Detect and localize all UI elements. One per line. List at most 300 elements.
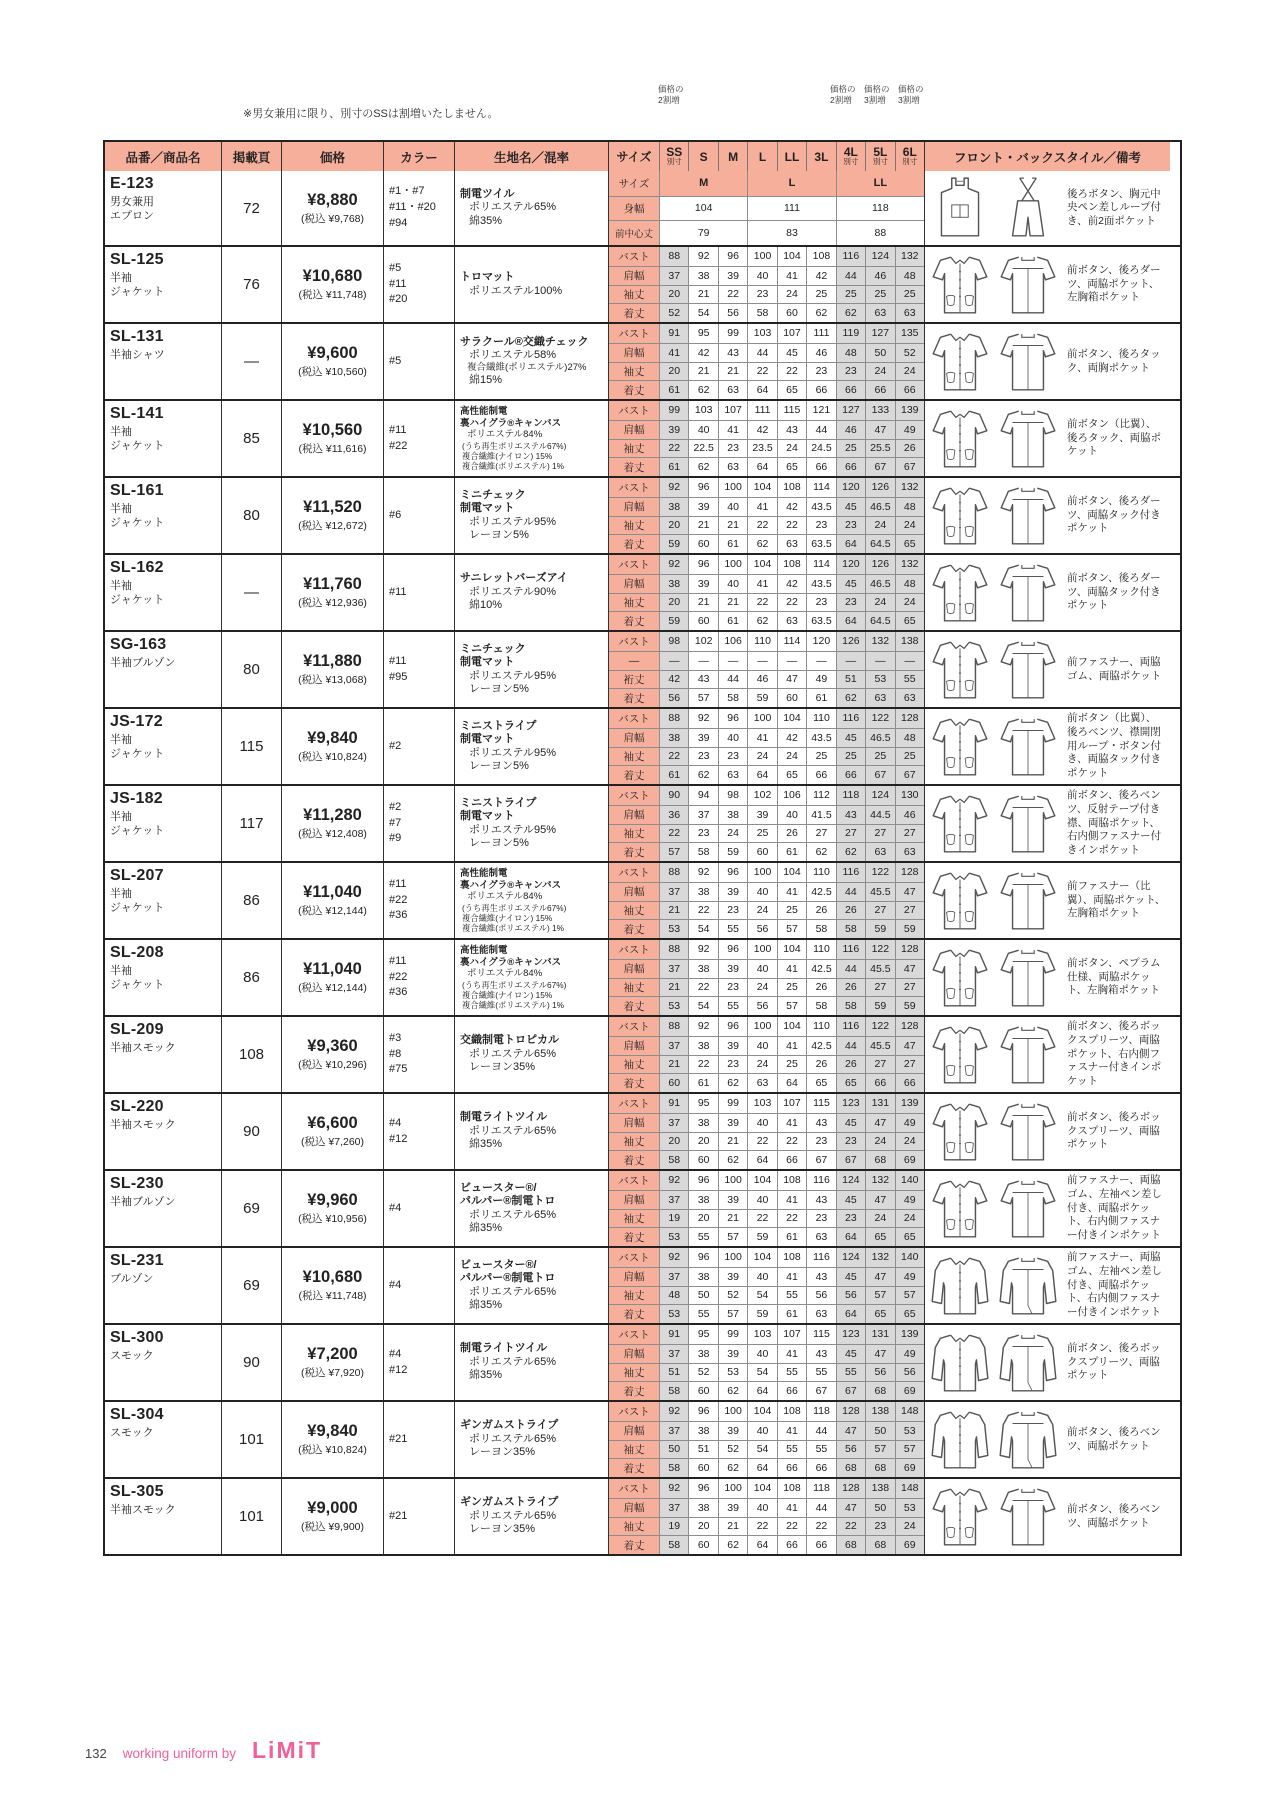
size-value: 69 (895, 1458, 924, 1477)
size-row-label: 肩幅 (609, 805, 659, 824)
product-price-tax: (税込 ¥9,900) (300, 1521, 365, 1533)
fabric-line: 裏ハイグラ®キャンバス (460, 956, 562, 968)
color-code: #2 (389, 739, 402, 752)
size-value: 23 (688, 824, 717, 843)
product-row (105, 1015, 1180, 1092)
size-value: 91 (659, 1094, 688, 1113)
size-value: 116 (836, 1017, 865, 1036)
size-value: 55 (806, 1363, 835, 1382)
color-code: #22 (389, 893, 408, 906)
size-value: 27 (865, 901, 894, 920)
size-value: 138 (865, 1402, 894, 1421)
fabric-line: 綿35% (469, 1298, 503, 1311)
size-row-label: 肩幅 (609, 1498, 659, 1517)
product-code: SL-220 (110, 1098, 164, 1115)
size-value: 118 (806, 1402, 835, 1421)
size-row-label: バスト (609, 1094, 659, 1113)
size-row-label: 着丈 (609, 1381, 659, 1400)
fabric-line: ポリエステル65% (469, 1355, 557, 1368)
fabric-line: 綿35% (469, 1369, 503, 1382)
size-grid (609, 324, 924, 399)
product-price: ¥9,840 (307, 1422, 358, 1440)
size-value: 67 (895, 765, 924, 784)
size-value: 20 (688, 1517, 717, 1536)
size-row-label: 袖丈 (609, 1363, 659, 1382)
size-grid (609, 1402, 924, 1477)
fabric-line: 裏ハイグラ®キャンバス (460, 417, 562, 429)
size-value: 63 (865, 688, 894, 707)
size-column-header: LL (777, 142, 806, 171)
product-price: ¥10,680 (302, 267, 363, 285)
fabric-line: 複合繊維(ポリエステル) 1% (462, 922, 565, 933)
size-value: 46.5 (865, 728, 894, 747)
fabric-line: ポリエステル84% (467, 891, 543, 903)
size-value: 21 (718, 593, 747, 612)
size-value: 37 (659, 1036, 688, 1055)
size-value: 98 (659, 632, 688, 651)
fabric-line: ミニチェック (460, 642, 526, 655)
surcharge-note-ss: 価格の 2割増 (658, 84, 684, 105)
size-value: 39 (688, 728, 717, 747)
size-value: 65 (895, 1227, 924, 1246)
fabric-line: レーヨン35% (469, 1061, 536, 1074)
size-grid (609, 786, 924, 861)
size-value: 40 (747, 1498, 776, 1517)
size-value: 135 (895, 324, 924, 343)
size-grid (609, 1171, 924, 1246)
product-color-list (383, 171, 454, 245)
size-value: 25 (836, 439, 865, 458)
fabric-line: ポリエステル65% (469, 201, 557, 214)
size-value: 45 (836, 574, 865, 593)
product-price-tax: (税込 ¥11,748) (298, 289, 367, 301)
size-value: 58 (806, 919, 835, 938)
remark-text: 前ボタン、後ろボックスプリーツ、両脇ポケット、右内側ファスナー付きインポケット (1067, 1020, 1162, 1087)
size-value: 60 (688, 1381, 717, 1400)
fabric-line: ビュースター®/ (460, 1258, 537, 1271)
product-price-tax: (税込 ¥12,144) (298, 905, 367, 917)
size-row-label: バスト (609, 1479, 659, 1498)
size-value: 52 (895, 343, 924, 362)
size-row-label: バスト (609, 1171, 659, 1190)
size-value: 40 (747, 1421, 776, 1440)
size-value: 58 (718, 688, 747, 707)
garment-back-illustration (995, 482, 1061, 550)
size-value: 92 (688, 709, 717, 728)
size-grid (609, 1248, 924, 1323)
size-value: 39 (718, 1267, 747, 1286)
size-value: 40 (747, 882, 776, 901)
fabric-line: 制電マット (460, 810, 515, 823)
product-page: — (221, 324, 281, 399)
size-value: 60 (777, 303, 806, 322)
size-value: 38 (688, 1498, 717, 1517)
size-row-label: 袖丈 (609, 1132, 659, 1151)
size-value: 62 (718, 1150, 747, 1169)
size-value: 79 (659, 220, 747, 245)
product-type: 半袖 ジャケット (110, 426, 165, 452)
size-value: 66 (836, 457, 865, 476)
product-fabric (454, 863, 608, 938)
size-value: 60 (688, 1458, 717, 1477)
size-value: 38 (688, 1344, 717, 1363)
color-code: #5 (389, 354, 402, 367)
size-value: 56 (806, 1286, 835, 1305)
size-value: 102 (747, 786, 776, 805)
product-row (105, 707, 1180, 784)
color-code: #22 (389, 439, 408, 452)
color-code: #5 (389, 261, 402, 274)
size-value: 23 (718, 747, 747, 766)
size-value: 45.5 (865, 1036, 894, 1055)
size-value: 56 (836, 1440, 865, 1459)
size-value: 65 (836, 1073, 865, 1092)
size-row-label: バスト (609, 555, 659, 574)
size-value: 96 (718, 709, 747, 728)
product-price: ¥7,200 (307, 1345, 358, 1363)
product-code: SL-141 (110, 405, 164, 422)
size-value: 57 (865, 1440, 894, 1459)
size-value: 26 (836, 1055, 865, 1074)
product-page: 90 (221, 1094, 281, 1169)
size-value: 95 (688, 324, 717, 343)
size-value: 99 (718, 1094, 747, 1113)
size-value: 108 (777, 1171, 806, 1190)
size-value: 62 (718, 1535, 747, 1554)
size-value: 25 (836, 747, 865, 766)
size-row-label: 着丈 (609, 380, 659, 399)
size-value: 63 (806, 1227, 835, 1246)
size-value: 66 (865, 1073, 894, 1092)
product-fabric (454, 324, 608, 399)
size-value: 59 (865, 919, 894, 938)
size-value: 39 (718, 1036, 747, 1055)
color-code: #6 (389, 508, 402, 521)
size-value: 63 (895, 303, 924, 322)
size-row-label: 袖丈 (609, 285, 659, 304)
product-type: 半袖スモック (110, 1119, 176, 1131)
size-value: 53 (659, 919, 688, 938)
size-value: 114 (777, 632, 806, 651)
size-value: 26 (895, 439, 924, 458)
size-row-label: 袖丈 (609, 824, 659, 843)
size-row-label: 肩幅 (609, 497, 659, 516)
fabric-line: 制電ツイル (460, 187, 515, 200)
size-value: 43 (806, 1113, 835, 1132)
size-value: 66 (806, 380, 835, 399)
size-value: 41 (777, 1344, 806, 1363)
size-value: 23 (806, 516, 835, 535)
size-value: 21 (718, 1132, 747, 1151)
fabric-line: トロマット (460, 271, 515, 284)
size-value: 132 (895, 247, 924, 266)
size-value: 59 (718, 842, 747, 861)
size-value: 92 (659, 1248, 688, 1267)
size-value: 23 (747, 285, 776, 304)
size-value: 27 (806, 824, 835, 843)
size-value: 23 (718, 978, 747, 997)
product-page: 72 (221, 171, 281, 245)
size-value: 37 (659, 882, 688, 901)
product-page: 86 (221, 940, 281, 1015)
product-page: — (221, 555, 281, 630)
size-value: 110 (806, 709, 835, 728)
size-value: 39 (718, 1344, 747, 1363)
size-value: 128 (895, 863, 924, 882)
product-fabric (454, 1017, 608, 1092)
size-value: 56 (747, 919, 776, 938)
size-value: 59 (659, 534, 688, 553)
size-value: 42.5 (806, 1036, 835, 1055)
size-value: 92 (688, 940, 717, 959)
size-row-label: 袖丈 (609, 1440, 659, 1459)
size-value: 23 (806, 1209, 835, 1228)
size-row-label: 袖丈 (609, 1517, 659, 1536)
product-fabric (454, 478, 608, 553)
fabric-line: 綿35% (469, 1221, 503, 1234)
size-value: 24 (895, 1517, 924, 1536)
product-fabric (454, 401, 608, 476)
product-page: 101 (221, 1402, 281, 1477)
product-price-tax: (税込 ¥11,616) (298, 443, 367, 455)
column-header: 価格 (281, 142, 383, 171)
fabric-line: (うち再生ポリエステル67%) (462, 440, 567, 451)
product-row (105, 1477, 1180, 1554)
size-row-label: サイズ (609, 171, 659, 196)
size-value: 107 (777, 1325, 806, 1344)
size-value: 132 (865, 1248, 894, 1267)
size-value: 52 (688, 1363, 717, 1382)
size-value: 44 (806, 1421, 835, 1440)
product-row (105, 784, 1180, 861)
size-value: 67 (865, 765, 894, 784)
size-value: 21 (718, 362, 747, 381)
fabric-line: (うち再生ポリエステル67%) (462, 902, 567, 913)
size-value: 22 (777, 593, 806, 612)
product-type: スモック (110, 1350, 154, 1362)
size-value: 116 (836, 940, 865, 959)
size-value: 40 (747, 1036, 776, 1055)
size-value: 46.5 (865, 497, 894, 516)
size-value: 25 (806, 747, 835, 766)
product-code: JS-172 (110, 713, 163, 730)
size-value: 57 (895, 1286, 924, 1305)
size-value: 43 (836, 805, 865, 824)
size-value: 121 (806, 401, 835, 420)
size-value: 64 (836, 1227, 865, 1246)
size-value: 67 (895, 457, 924, 476)
product-row (105, 1246, 1180, 1323)
size-value: 22 (747, 516, 776, 535)
size-value: 22 (836, 1517, 865, 1536)
size-value: 25.5 (865, 439, 894, 458)
size-value: 55 (688, 1304, 717, 1323)
size-value: 36 (659, 805, 688, 824)
size-value: 41 (777, 1421, 806, 1440)
size-value: 26 (836, 978, 865, 997)
product-page: 80 (221, 478, 281, 553)
product-price-tax: (税込 ¥10,956) (298, 1213, 367, 1225)
garment-front-illustration (927, 405, 993, 473)
garment-back-illustration (995, 405, 1061, 473)
size-value: 100 (718, 1171, 747, 1190)
size-value: 94 (688, 786, 717, 805)
product-code: E-123 (110, 175, 154, 192)
garment-back-illustration (995, 251, 1061, 319)
size-value: 41 (777, 1267, 806, 1286)
size-value: 132 (865, 1171, 894, 1190)
size-row-label: 肩幅 (609, 1344, 659, 1363)
size-value: 55 (718, 919, 747, 938)
size-value: — (806, 651, 835, 670)
product-price-tax: (税込 ¥12,144) (298, 982, 367, 994)
size-value: 92 (659, 1402, 688, 1421)
size-value: 38 (688, 1190, 717, 1209)
size-value: 100 (747, 709, 776, 728)
size-value: 92 (688, 863, 717, 882)
fabric-line: ポリエステル95% (469, 746, 557, 759)
product-price-tax: (税込 ¥12,408) (298, 828, 367, 840)
size-value: 40 (777, 805, 806, 824)
size-value: 41 (777, 1113, 806, 1132)
fabric-line: ギンガムストライプ (460, 1496, 559, 1509)
size-value: 108 (777, 478, 806, 497)
size-value: 46 (806, 343, 835, 362)
color-code: #12 (389, 1132, 408, 1145)
size-value: 59 (747, 1304, 776, 1323)
remark-text: 前ボタン（比翼）、後ろタック、両脇ポケット (1067, 418, 1162, 458)
size-row-label: バスト (609, 1402, 659, 1421)
size-value: 88 (659, 863, 688, 882)
size-value: 96 (688, 1402, 717, 1421)
product-row (105, 476, 1180, 553)
size-value: 66 (806, 457, 835, 476)
size-value: 110 (806, 1017, 835, 1036)
color-code: #11 (389, 877, 407, 890)
garment-front-illustration (927, 328, 993, 396)
page-number: 132 (85, 1746, 107, 1761)
size-value: 23 (836, 1209, 865, 1228)
size-value: 69 (895, 1150, 924, 1169)
size-value: 24 (777, 747, 806, 766)
size-row-label: 前中心丈 (609, 220, 659, 245)
fabric-line: サラクール®交織チェック (460, 335, 589, 348)
size-value: 148 (895, 1479, 924, 1498)
product-code: SL-300 (110, 1329, 164, 1346)
size-value: 66 (806, 765, 835, 784)
size-value: 46 (747, 670, 776, 689)
size-grid (609, 247, 924, 322)
size-value: 127 (865, 324, 894, 343)
size-value: 21 (718, 1209, 747, 1228)
product-type: 半袖 ジャケット (110, 965, 165, 991)
product-fabric (454, 1171, 608, 1246)
remark-text: 前ボタン、後ろベンツ、両脇ポケット (1067, 1425, 1161, 1452)
garment-back-illustration (995, 867, 1061, 935)
size-value: — (865, 651, 894, 670)
size-value: 49 (895, 1190, 924, 1209)
surcharge-note-4l: 価格の 2割増 (830, 84, 856, 105)
page-footer (85, 1737, 322, 1764)
size-value: 128 (895, 709, 924, 728)
size-value: 64 (747, 457, 776, 476)
size-value: 47 (777, 670, 806, 689)
size-value: 59 (747, 1227, 776, 1246)
size-value: 59 (747, 688, 776, 707)
product-color-list (383, 632, 454, 707)
size-value: 92 (659, 1479, 688, 1498)
size-value: 24 (865, 362, 894, 381)
size-value: 39 (718, 1421, 747, 1440)
size-value: — (659, 651, 688, 670)
size-value: 47 (865, 1344, 894, 1363)
size-value: 45.5 (865, 882, 894, 901)
size-row-label: 着丈 (609, 1150, 659, 1169)
size-value: 37 (659, 1190, 688, 1209)
product-price: ¥9,000 (307, 1499, 358, 1517)
size-value: 63 (747, 1073, 776, 1092)
size-row-label: 着丈 (609, 765, 659, 784)
size-value: 59 (865, 996, 894, 1015)
size-value: 42 (688, 343, 717, 362)
size-value: 53 (895, 1498, 924, 1517)
size-value: 99 (718, 324, 747, 343)
size-value: 40 (718, 497, 747, 516)
size-value: 62 (747, 611, 776, 630)
size-value: 44.5 (865, 805, 894, 824)
product-fabric (454, 555, 608, 630)
size-value: 114 (806, 555, 835, 574)
garment-front-illustration (927, 1329, 993, 1397)
product-color-list (383, 1325, 454, 1400)
size-value: 64 (836, 534, 865, 553)
product-price: ¥8,880 (307, 190, 358, 209)
product-type: 半袖 ジャケット (110, 580, 165, 606)
fabric-line: ポリエステル100% (469, 284, 563, 297)
size-value: 103 (747, 1094, 776, 1113)
product-color-list (383, 940, 454, 1015)
size-value: 54 (688, 919, 717, 938)
size-value: 40 (688, 420, 717, 439)
product-price-tax: (税込 ¥10,560) (298, 366, 367, 378)
size-value: 102 (688, 632, 717, 651)
size-value: 49 (806, 670, 835, 689)
garment-front-illustration (927, 482, 993, 550)
size-value: 23.5 (747, 439, 776, 458)
size-value: 104 (777, 940, 806, 959)
size-value: 52 (659, 303, 688, 322)
size-value: 96 (688, 478, 717, 497)
size-row-label: バスト (609, 478, 659, 497)
size-value: 21 (718, 516, 747, 535)
color-code: #9 (389, 832, 402, 845)
color-code: #7 (389, 816, 402, 829)
size-value: 41 (777, 959, 806, 978)
size-value: 91 (659, 324, 688, 343)
size-row-label: 着丈 (609, 303, 659, 322)
size-value: 24 (865, 516, 894, 535)
size-value: 40 (747, 1344, 776, 1363)
product-page: 80 (221, 632, 281, 707)
size-value: 48 (659, 1286, 688, 1305)
product-color-list (383, 401, 454, 476)
size-value: 37 (688, 805, 717, 824)
size-value: 57 (777, 919, 806, 938)
size-value: 120 (836, 478, 865, 497)
surcharge-note-group (830, 84, 928, 105)
size-row-label: 袖丈 (609, 1055, 659, 1074)
size-value: 96 (718, 247, 747, 266)
